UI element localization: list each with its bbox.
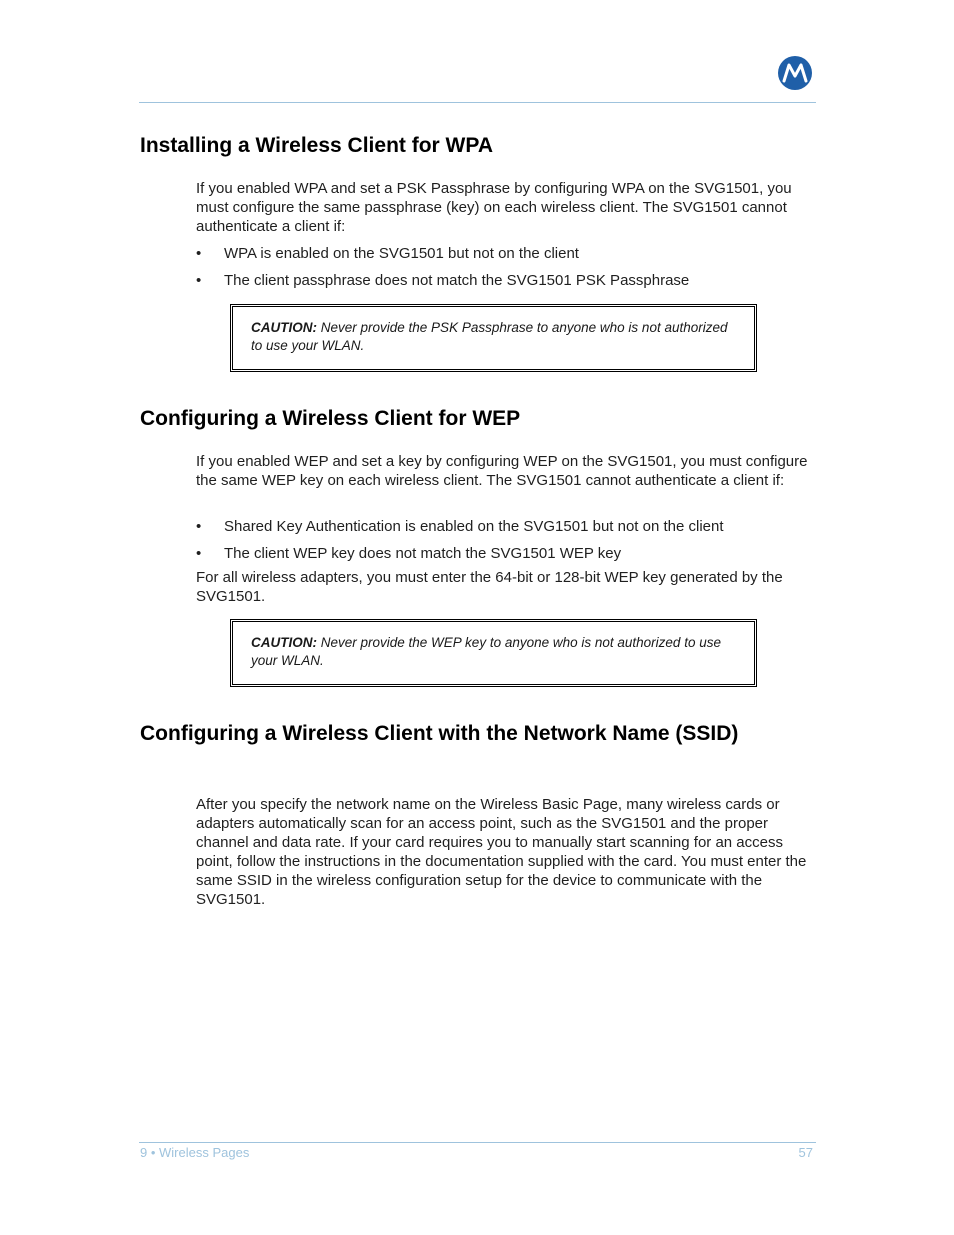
footer-page-number: 57 — [798, 1145, 813, 1160]
bullet-icon: • — [196, 272, 202, 289]
paragraph-wpa: If you enabled WPA and set a PSK Passphrase by configuring WPA on the SVG1501, you must configure the same passphrase (key) on each wireless client. The SVG1501 cannot authenticate a client if: — [196, 180, 792, 235]
heading-wep: Configuring a Wireless Client for WEP — [140, 407, 521, 430]
bullet-icon: • — [196, 545, 202, 562]
footer-rule — [139, 1142, 816, 1143]
caution-label: CAUTION: — [251, 320, 317, 335]
list-item-text: WPA is enabled on the SVG1501 but not on the client — [224, 245, 579, 262]
caution-label: CAUTION: — [251, 635, 317, 650]
bullet-icon: • — [196, 518, 202, 535]
caution-box-wpa — [230, 304, 757, 372]
paragraph-wep: If you enabled WEP and set a key by configuring WEP on the SVG1501, you must configure the same WEP key on each wireless client. The SVG1501 cannot authenticate a client if: — [196, 453, 808, 489]
footer-chapter: 9 • Wireless Pages — [140, 1145, 250, 1160]
header-rule — [139, 102, 816, 103]
list-item-text: Shared Key Authentication is enabled on the SVG1501 but not on the client — [224, 518, 724, 535]
motorola-logo-icon — [778, 56, 812, 90]
caution-box-wep — [230, 619, 757, 687]
paragraph-wep-adapters: For all wireless adapters, you must enter the 64-bit or 128-bit WEP key generated by the SVG1501. — [196, 569, 783, 605]
paragraph-ssid: After you specify the network name on the Wireless Basic Page, many wireless cards or adapters automatically scan for an access point, such as the SVG1501 and the proper channel and data rate. If your card requires you to manually start scanning for an access point, follow the instructions in the documentation supplied with the card. You must enter the same SSID in the wireless configuration setup for the device to communicate with the SVG1501. — [196, 796, 807, 908]
caution-text: Never provide the PSK Passphrase to anyone who is not authorized to use your WLAN. — [251, 320, 728, 353]
heading-ssid: Configuring a Wireless Client with the Network Name (SSID) — [140, 722, 739, 745]
list-item-text: The client WEP key does not match the SVG1501 WEP key — [224, 545, 622, 562]
bullet-icon: • — [196, 245, 202, 262]
caution-text: Never provide the WEP key to anyone who is not authorized to use your WLAN. — [251, 635, 721, 668]
heading-wpa: Installing a Wireless Client for WPA — [140, 134, 493, 157]
list-item-text: The client passphrase does not match the SVG1501 PSK Passphrase — [224, 272, 690, 289]
